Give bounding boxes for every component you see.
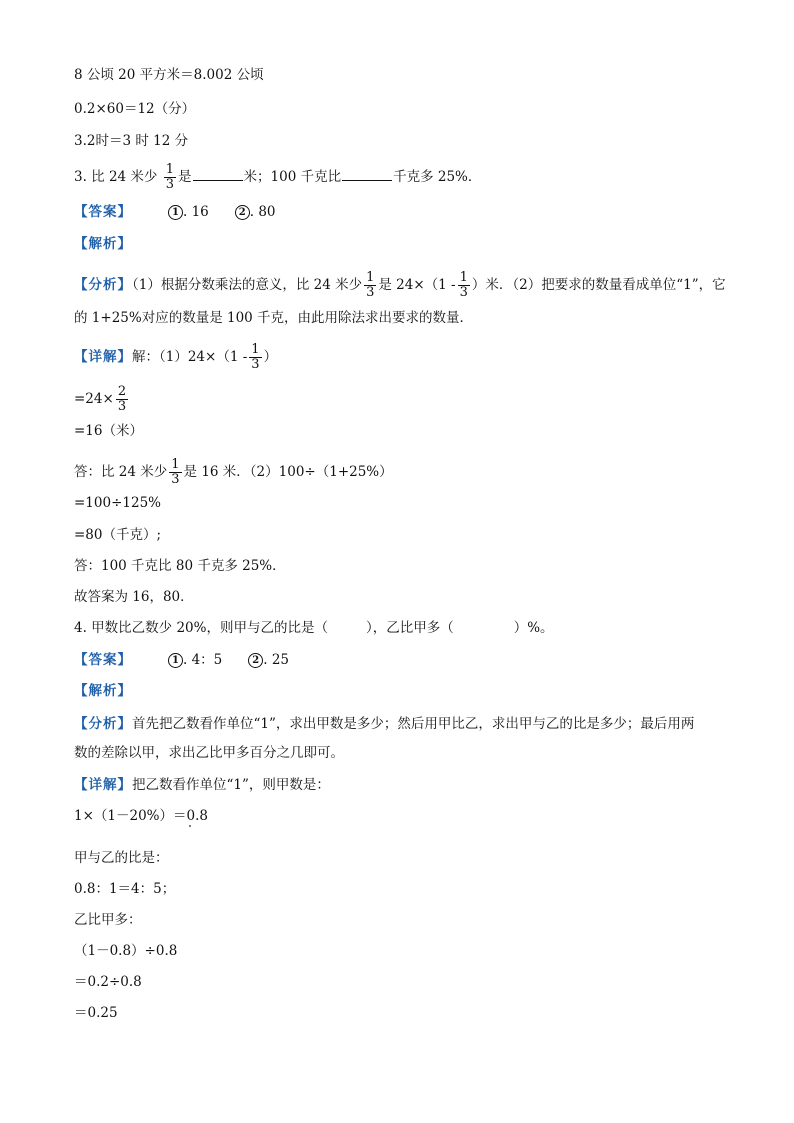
text-line: 8 公顷 20 平方米＝8.002 公顷 (74, 67, 264, 83)
q4-text: ），乙比甲多（ (365, 620, 454, 636)
circled-number: 2 (248, 653, 263, 668)
frac-denominator: 3 (251, 357, 260, 372)
analysis-line (74, 715, 694, 733)
frac-numerator: 1 (251, 342, 260, 357)
detail-line: （1－0.8）÷0.8 (74, 943, 178, 959)
analysis-text: ）米．（2）把要求的数量看成单位“1”，它 (471, 277, 726, 293)
q3-mid2: 米；100 千克比 (243, 169, 342, 185)
analysis-line-2: 数的差除以甲，求出乙比甲多百分之几即可。 (74, 745, 344, 761)
frac-numerator: 1 (459, 270, 468, 285)
detail-tag: 【详解】 (74, 777, 132, 793)
circled-number: 1 (168, 653, 183, 668)
detail-text: 解：（1）24×（1 - (132, 349, 248, 365)
fraction (116, 385, 128, 414)
circled-number: 2 (235, 205, 250, 220)
q4-text: 4. 甲数比乙数少 20%，则甲与乙的比是（ (74, 620, 328, 636)
jiexi-tag: 【解析】 (74, 683, 132, 699)
detail-line (74, 458, 393, 487)
question-4 (74, 619, 554, 637)
frac-numerator: 1 (171, 457, 180, 472)
answer-tag: 【答案】 (74, 204, 132, 220)
analysis-text: （1）根据分数乘法的意义，比 24 米少 (132, 277, 363, 293)
frac-numerator: 1 (366, 270, 375, 285)
answer-value: . 16 (183, 204, 209, 220)
analysis-text: 首先把乙数看作单位“1”，求出甲数是多少；然后用甲比乙，求出甲与乙的比是多少；最后用两 (132, 716, 695, 732)
analysis-text: 是 24×（1 - (378, 277, 456, 293)
fraction (364, 271, 376, 300)
answer-value: . 80 (249, 204, 276, 220)
answer-blank (193, 166, 243, 181)
fraction (169, 458, 181, 487)
frac-denominator: 3 (165, 177, 175, 192)
detail-line: 0.8：1＝4：5； (74, 881, 176, 897)
analysis-tag: 【分析】 (74, 716, 132, 732)
text-line: 3.2时＝3 时 12 分 (74, 133, 189, 149)
detail-line: 乙比甲多： (74, 912, 142, 928)
answer-row (74, 203, 276, 221)
detail-text: 把乙数看作单位“1”，则甲数是： (132, 777, 330, 793)
detail-line: =100÷125% (74, 495, 161, 511)
frac-denominator: 3 (171, 472, 180, 487)
frac-denominator: 3 (459, 285, 468, 300)
detail-line: =16（米） (74, 423, 143, 439)
detail-line (74, 776, 330, 794)
detail-text: 答：比 24 米少 (74, 464, 168, 480)
frac-numerator: 2 (117, 384, 127, 399)
detail-line: 1×（1－20%）＝0.8 (74, 808, 208, 824)
answer-row (74, 651, 289, 669)
analysis-line (74, 271, 726, 300)
detail-tag: 【详解】 (74, 349, 132, 365)
jiexi-tag: 【解析】 (74, 236, 132, 252)
detail-text: ） (263, 349, 278, 365)
detail-line: 答：100 千克比 80 千克多 25%． (74, 558, 286, 574)
detail-line: =80（千克）; (74, 527, 162, 543)
frac-numerator: 1 (165, 162, 175, 177)
detail-line: 故答案为 16，80． (74, 589, 194, 605)
q3-suffix: 千克多 25%． (393, 169, 482, 185)
q3-mid1: 是 (178, 169, 192, 185)
analysis-tag: 【分析】 (74, 277, 132, 293)
fraction (249, 343, 261, 372)
frac-denominator: 3 (366, 285, 375, 300)
detail-line: ＝0.2÷0.8 (74, 974, 142, 990)
analysis-line-2: 的 1+25%对应的数量是 100 千克，由此用除法求出要求的数量． (74, 310, 474, 326)
answer-tag: 【答案】 (74, 652, 132, 668)
frac-denominator: 3 (117, 399, 127, 414)
q3-prefix: 3. 比 24 米少 (74, 169, 158, 185)
detail-line: ＝0.25 (74, 1005, 118, 1021)
detail-text: 是 16 米．（2）100÷（1+25%） (183, 464, 393, 480)
detail-line: 甲与乙的比是： (74, 850, 169, 866)
answer-value: . 25 (263, 652, 290, 668)
fraction (458, 271, 470, 300)
text-line: 0.2×60＝12（分） (74, 101, 196, 117)
detail-text: =24× (74, 391, 114, 407)
answer-value: . 4：5 (183, 652, 223, 668)
detail-line (74, 385, 130, 414)
stray-dot (189, 825, 191, 827)
detail-line (74, 343, 277, 372)
fraction (164, 163, 176, 192)
question-3 (74, 163, 481, 192)
circled-number: 1 (168, 205, 183, 220)
answer-blank (342, 166, 392, 181)
q4-text: ）%。 (513, 620, 554, 636)
